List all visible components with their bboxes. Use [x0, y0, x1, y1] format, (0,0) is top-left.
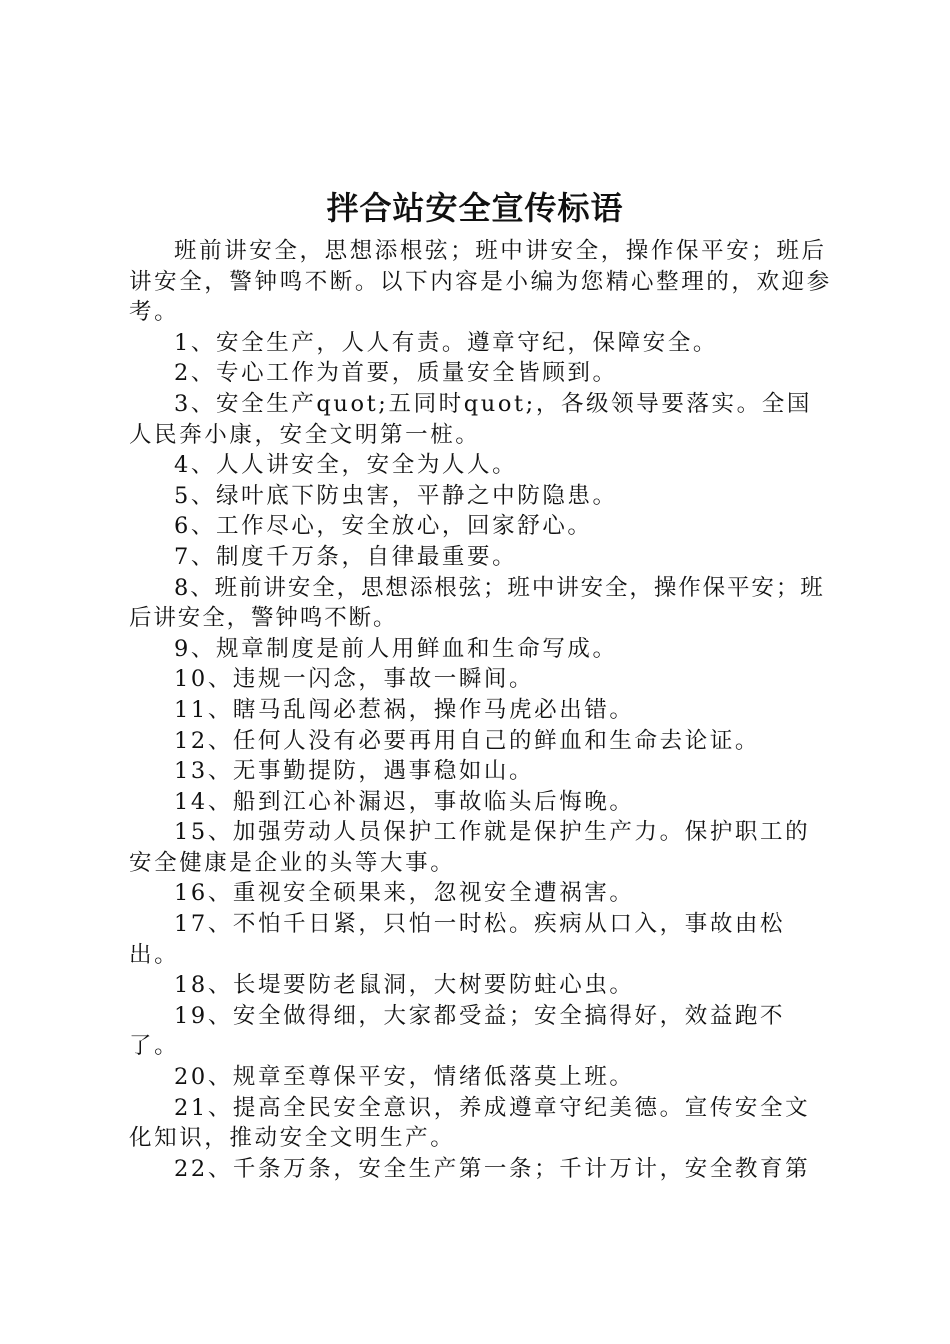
- slogan-item: 2、专心工作为首要，质量安全皆顾到。: [174, 360, 618, 387]
- slogan-item: 11、瞎马乱闯必惹祸，操作马虎必出错。: [174, 696, 635, 723]
- slogan-item: 4、人人讲安全，安全为人人。: [174, 452, 518, 479]
- slogan-item: 13、无事勤提防，遇事稳如山。: [174, 758, 535, 785]
- slogan-item: 16、重视安全硕果来，忽视安全遭祸害。: [174, 880, 635, 907]
- slogan-item: 6、工作尽心，安全放心，回家舒心。: [174, 513, 593, 540]
- slogan-item: 10、违规一闪念，事故一瞬间。: [174, 666, 535, 693]
- intro-paragraph: 班前讲安全，思想添根弦；班中讲安全，操作保平安；班后讲安全，警钟鸣不断。以下内容是小编为您精心整理的，欢迎参考。: [129, 238, 832, 326]
- slogan-item: 19、安全做得细，大家都受益；安全搞得好，效益跑不了。: [129, 1002, 786, 1060]
- slogan-item: 12、任何人没有必要再用自己的鲜血和生命去论证。: [174, 727, 761, 754]
- document-body: [129, 236, 834, 1184]
- slogan-item: 8、班前讲安全，思想添根弦；班中讲安全，操作保平安；班后讲安全，警钟鸣不断。: [129, 574, 825, 632]
- slogan-item: 3、安全生产quot;五同时quot;，各级领导要落实。全国人民奔小康，安全文明第一桩。: [129, 390, 812, 448]
- slogan-item: 9、规章制度是前人用鲜血和生命写成。: [174, 635, 618, 662]
- document-title: 拌合站安全宣传标语: [326, 189, 624, 227]
- slogan-item: 5、绿叶底下防虫害，平静之中防隐患。: [174, 482, 618, 509]
- slogan-item: 14、船到江心补漏迟，事故临头后悔晚。: [174, 788, 635, 815]
- slogan-item: 17、不怕千日紧，只怕一时松。疾病从口入，事故由松出。: [129, 911, 786, 968]
- slogan-item: 20、规章至尊保平安，情绪低落莫上班。: [174, 1064, 635, 1091]
- slogan-item: 1、安全生产，人人有责。遵章守纪，保障安全。: [174, 329, 719, 356]
- slogan-item: 22、千条万条，安全生产第一条；千计万计，安全教育第: [174, 1155, 811, 1182]
- slogan-item: 18、长堤要防老鼠洞，大树要防蛀心虫。: [174, 972, 635, 999]
- slogan-item: 7、制度千万条，自律最重要。: [174, 543, 518, 570]
- slogan-item: 15、加强劳动人员保护工作就是保护生产力。保护职工的安全健康是企业的头等大事。: [129, 819, 811, 876]
- slogan-item: 21、提高全民安全意识，养成遵章守纪美德。宣传安全文化知识，推动安全文明生产。: [129, 1094, 811, 1152]
